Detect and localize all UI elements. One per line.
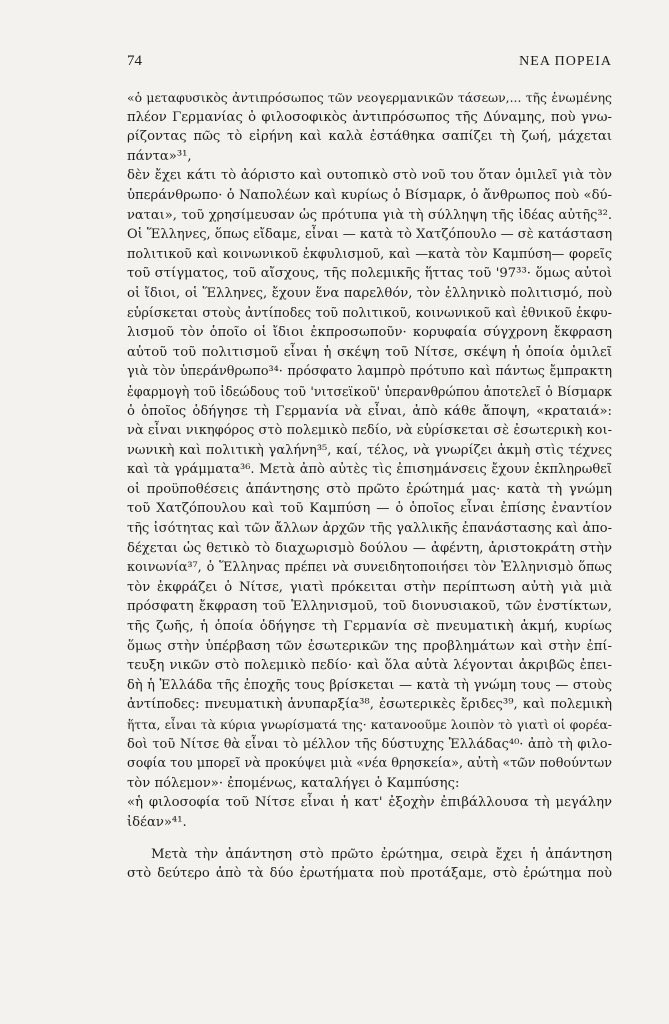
text-line: καὶ τὰ γράμματα³⁶. Μετὰ ἀπὸ αὐτὲς τὶς ἐπισημάνσεις ἔχουν ἐκπληρωθεῖ	[127, 462, 612, 478]
text-line: «ἡ φιλοσοφία τοῦ Νίτσε εἶναι ἡ κατ' ἐξοχὴν ἐπιβάλλουσα τὴ μεγάλην	[127, 795, 612, 811]
running-title: ΝΕΑ ΠΟΡΕΙΑ	[519, 54, 612, 69]
text-line: πολιτικοῦ καὶ κοινωνικοῦ ἐκφυλισμοῦ, καὶ —κατὰ τὸν Καμπύση— φορεῖς	[127, 246, 612, 262]
page-header	[127, 53, 612, 70]
paragraph-gap	[127, 833, 612, 845]
page-number: 74	[127, 53, 142, 69]
text-line: ὁ ὁποῖος ὁδήγησε τὴ Γερμανία νὰ εἶναι, ἀπὸ κάθε ἄποψη, «κραταιά»:	[127, 403, 612, 419]
text-line: τοῦ στίγματος, τοῦ αἴσχους, τῆς πολεμικῆς ἥττας τοῦ '97³³· ὅμως αὐτοὶ	[127, 266, 612, 282]
text-line: ὑπεράνθρωπο· ὁ Ναπολέων καὶ κυρίως ὁ Βίσμαρκ, ὁ ἄνθρωπος ποὺ «δύ-	[127, 187, 612, 203]
text-line: Μετὰ τὴν ἀπάντηση στὸ πρῶτο ἐρώτημα, σειρὰ ἔχει ἡ ἀπάντηση	[151, 846, 612, 862]
text-line: σοφία του μπορεῖ νὰ προκύψει μιὰ «νέα θρησκεία», αὐτὴ «τῶν ποθούντων	[127, 756, 612, 772]
text-line: νωνικὴ καὶ πολιτικὴ γαλήνη³⁵, καί, τέλος, νὰ γνωρίζει ἀκμὴ στὶς τέχνες	[127, 442, 612, 458]
text-line: δέχεται ὡς θετικὸ τὸ διαχωρισμὸ δούλου — ἀφέντη, ἀριστοκράτη στὴν	[127, 540, 612, 556]
text-line: τῆς ἰσότητας καὶ τῶν ἄλλων ἀρχῶν τῆς γαλλικῆς ἐπανάστασης καὶ ἀπο-	[127, 521, 612, 537]
text-line: τῆς ζωῆς, ἡ ὁποία ὁδήγησε τὴ Γερμανία σὲ πνευματικὴ ἀκμή, κυρίως	[127, 619, 612, 635]
text-line: νὰ εἶναι νικηφόρος στὸ πολεμικὸ πεδίο, νὰ εὑρίσκεται σὲ ἐσωτερικὴ κοι-	[127, 423, 612, 439]
text-line: ἰδέαν»⁴¹.	[127, 814, 187, 830]
text-line: «ὁ μεταφυσικὸς ἀντιπρόσωπος τῶν νεογερμανικῶν τάσεων,... τῆς ἑνωμένης	[127, 90, 612, 105]
text-line: ναται», τοῦ χρησίμευσαν ὡς πρότυπα γιὰ τὴ σύλληψη τῆς ἰδέας αὐτῆς³².	[127, 207, 612, 223]
body-text	[127, 88, 612, 884]
text-line: οἱ ἴδιοι, οἱ Ἕλληνες, ἔχουν ἕνα παρελθόν, τὸν ἑλληνικὸ πολιτισμό, ποὺ	[127, 285, 612, 301]
text-line: πάντα»³¹,	[127, 148, 192, 164]
text-line: κοινωνία³⁷, ὁ Ἕλληνας πρέπει νὰ συνειδητοποιήσει τὸν Ἑλληνισμὸ ὅπως	[127, 560, 612, 576]
text-line: τοῦ Χατζόπουλου καὶ τοῦ Καμπύση — ὁ ὁποῖος εἶναι ἐπίσης ἐναντίον	[127, 501, 612, 517]
text-line: πλέον Γερμανίας ὁ φιλοσοφικὸς ἀντιπρόσωπος τῆς Δύναμης, ποὺ γνω-	[127, 109, 612, 125]
text-line: ρίζοντας πῶς τὸ εἰρήνη καὶ καλὰ ἐστάθηκα σαπίζει τὴ ζωή, μάχεται	[127, 129, 612, 145]
text-line: Οἱ Ἕλληνες, ὅπως εἴδαμε, εἶναι — κατὰ τὸ Χατζόπουλο — σὲ κατάσταση	[127, 227, 613, 243]
text-line: δοὶ τοῦ Νίτσε θὰ εἶναι τὸ μέλλον τῆς δύστυχης Ἑλλάδας⁴⁰· ἀπὸ τὴ φιλο-	[127, 736, 612, 752]
text-line: ὅμως στὴν ὑπέρβαση τῶν ἐσωτερικῶν της προβλημάτων καὶ στὴν ἐπί-	[127, 638, 612, 654]
text-line: λισμοῦ τὸν ὁποῖο οἱ ἴδιοι ἐκπροσωποῦν· κορυφαία σύγχρονη ἔκφραση	[127, 325, 612, 341]
text-line: γιὰ τὸν ὑπεράνθρωπο³⁴· πρόσφατο λαμπρὸ πρότυπο καὶ πάντως ἔμπρακτη	[127, 364, 612, 380]
text-line: πρόσφατη ἔκφραση τοῦ Ἑλληνισμοῦ, τοῦ διονυσιακοῦ, τῶν ἐνστίκτων,	[127, 599, 612, 615]
text-line: ἐφαρμογὴ τοῦ ἰδεώδους τοῦ 'νιτσεϊκοῦ' ὑπερανθρώπου ἀποτελεῖ ὁ Βίσμαρκ	[127, 383, 612, 399]
text-line: στὸ δεύτερο ἀπὸ τὰ δύο ἐρωτήματα ποὺ προτάξαμε, στὸ ἐρώτημα ποὺ	[127, 866, 612, 882]
text-line: δὴ ἡ Ἑλλάδα τῆς ἐποχῆς τους βρίσκεται — κατὰ τὴ γνώμη τους — στοὺς	[127, 677, 612, 693]
text-line: δὲν ἔχει κάτι τὸ ἀόριστο καὶ ουτοπικὸ στὸ νοῦ του ὅταν ὁμιλεῖ γιὰ τὸν	[127, 168, 612, 184]
text-line: εὑρίσκεται στοὺς ἀντίποδες τοῦ πολιτικοῦ, κοινωνικοῦ καὶ ἐθνικοῦ ἐκφυ-	[127, 305, 612, 321]
text-line: ἀντίποδες: πνευματικὴ ἀνυπαρξία³⁸, ἐσωτερικὲς ἔριδες³⁹, καὶ πολεμικὴ	[127, 697, 612, 713]
text-line: τευξη νικῶν στὸ πολεμικὸ πεδίο· καὶ ὅλα αὐτὰ λέγονται ἀκριβῶς ἐπει-	[127, 658, 612, 674]
text-line: τὸν ἐκφράζει ὁ Νίτσε, γιατὶ πρόκειται στὴν περίπτωση αὐτὴ γιὰ μιὰ	[127, 579, 612, 595]
text-line: ἥττα, εἶναι τὰ κύρια γνωρίσματά της· κατανοοῦμε λοιπὸν τὸ γιατὶ οἱ φορέα-	[127, 717, 612, 732]
text-line: οἱ προϋποθέσεις ἀπάντησης στὸ πρῶτο ἐρώτημά μας· κατὰ τὴ γνώμη	[127, 481, 612, 497]
text-line: τὸν πόλεμον»· ἐπομένως, καταλήγει ὁ Καμπύσης:	[127, 775, 460, 791]
text-line: αὐτοῦ τοῦ πολιτισμοῦ εἶναι ἡ σκέψη τοῦ Νίτσε, σκέψη ἡ ὁποία ὁμιλεῖ	[127, 344, 612, 360]
